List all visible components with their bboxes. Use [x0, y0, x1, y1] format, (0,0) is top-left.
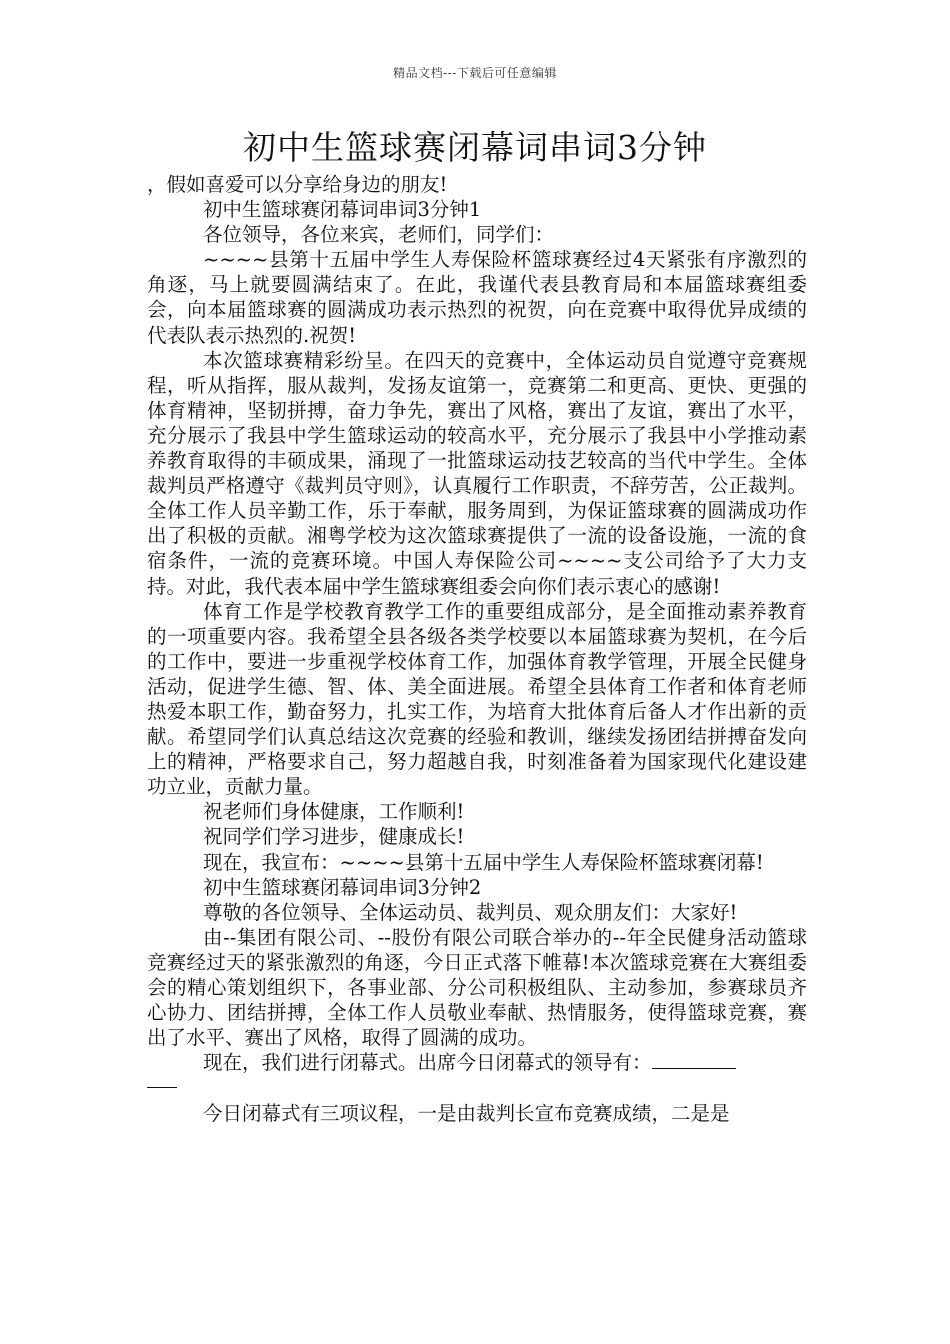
page-header-note: 精品文档---下载后可任意编辑 [393, 66, 557, 80]
fill-in-blank-continuation [147, 1075, 177, 1088]
fill-in-blank [652, 1050, 736, 1069]
document-body [147, 172, 807, 1126]
section-heading-2: 初中生篮球赛闭幕词串词3分钟2 [203, 875, 482, 899]
paragraph: 今日闭幕式有三项议程，一是由裁判长宣布竞赛成绩，二是是 [203, 1102, 730, 1126]
wish-line: 祝同学们学习进步，健康成长! [203, 825, 465, 849]
paragraph: 体育工作是学校教育教学工作的重要组成部分，是全面推动素养教育的一项重要内容。我希望全县各级各类学校要以本届篮球赛为契机，在今后的工作中，要进一步重视学校体育工作，加强体育教学管理，开展全民健身活动，促进学生德、智、体、美全面进展。希望全县体育工作者和体育老师热爱本职工作，勤奋努力，扎实工作，为培育大批体育后备人才作出新的贡献。希望同学们认真总结这次竞赛的经验和教训，继续发扬团结拼搏奋发向上的精神，严格要求自己，努力超越自我，时刻准备着为国家现代化建设建功立业，贡献力量。 [147, 599, 807, 799]
paragraph-text: 现在，我们进行闭幕式。出席今日闭幕式的领导有： [203, 1051, 652, 1075]
document-title: 初中生篮球赛闭幕词串词3分钟 [243, 128, 707, 167]
greeting-1: 各位领导，各位来宾，老师们，同学们： [203, 223, 555, 247]
section-heading-1: 初中生篮球赛闭幕词串词3分钟1 [203, 198, 482, 222]
paragraph: ~~~~县第十五届中学生人寿保险杯篮球赛经过4天紧张有序激烈的角逐，马上就要圆满结束了。在此，我谨代表县教育局和本届篮球赛组委会，向本届篮球赛的圆满成功表示热烈的祝贺，向在竞赛中取得优异成绩的代表队表示热烈的.祝贺! [147, 248, 807, 347]
wish-line: 祝老师们身体健康，工作顺利! [203, 800, 465, 824]
greeting-2: 尊敬的各位领导、全体运动员、裁判员、观众朋友们：大家好! [203, 900, 738, 924]
paragraph-with-blank [147, 1050, 807, 1075]
paragraph: 本次篮球赛精彩纷呈。在四天的竞赛中，全体运动员自觉遵守竞赛规程，听从指挥，服从裁判，发扬友谊第一，竞赛第二和更高、更快、更强的体育精神，坚韧拼搏，奋力争先，赛出了风格，赛出了友谊，赛出了水平，充分展示了我县中学生篮球运动的较高水平，充分展示了我县中小学推动素养教育取得的丰硕成果，涌现了一批篮球运动技艺较高的当代中学生。全体裁判员严格遵守《裁判员守则》，认真履行工作职责，不辞劳苦，公正裁判。全体工作人员辛勤工作，乐于奉献，服务周到，为保证篮球赛的圆满成功作出了积极的贡献。湘粤学校为这次篮球赛提供了一流的设备设施，一流的食宿条件，一流的竞赛环境。中国人寿保险公司~~~~支公司给予了大力支持。对此，我代表本届中学生篮球赛组委会向你们表示衷心的感谢! [147, 348, 807, 598]
paragraph: 由--集团有限公司、--股份有限公司联合举办的--年全民健身活动篮球竞赛经过天的紧张激烈的角逐，今日正式落下帷幕!本次篮球竞赛在大赛组委会的精心策划组织下，各事业部、分公司积极组队、主动参加，参赛球员齐心协力、团结拼搏，全体工作人员敬业奉献、热情服务，使得篮球竞赛，赛出了水平、赛出了风格，取得了圆满的成功。 [147, 925, 807, 1050]
paragraph-intro: ，假如喜爱可以分享给身边的朋友! [147, 173, 448, 196]
announcement-line: 现在，我宣布：~~~~县第十五届中学生人寿保险杯篮球赛闭幕! [203, 850, 764, 874]
